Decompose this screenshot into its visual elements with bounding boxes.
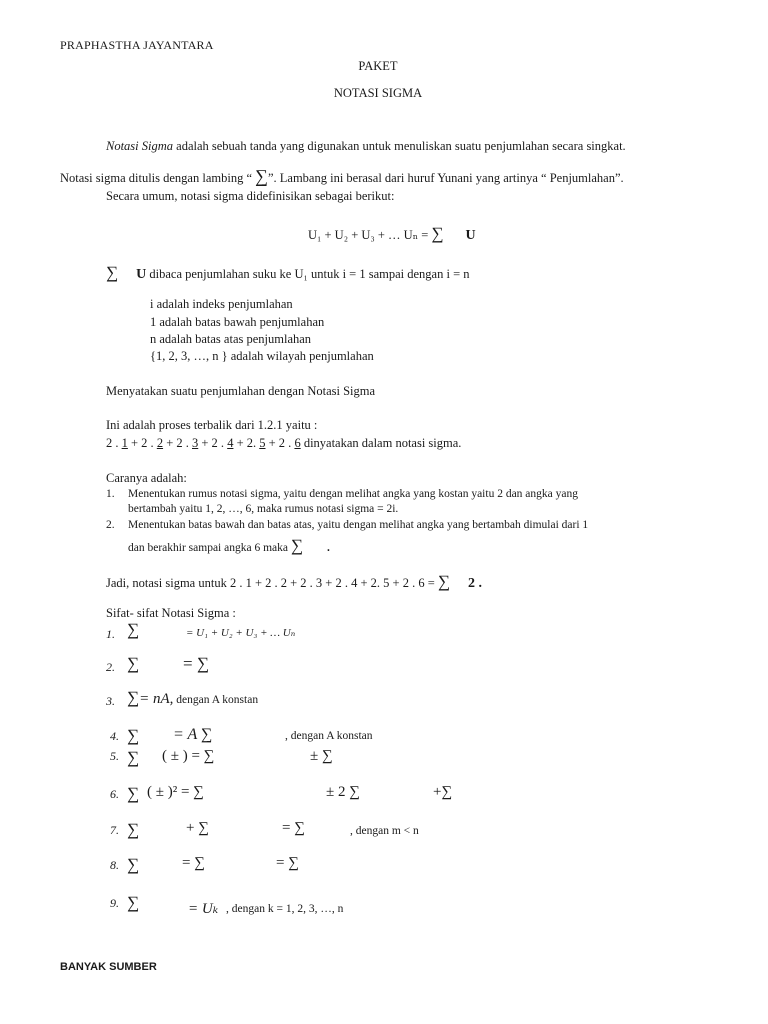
intro-lead-rest: adalah sebuah tanda yang digunakan untuk menuliskan suatu penjumlahan secara singkat. [173,139,626,153]
prop-sigma: ∑ [127,820,140,839]
intro-line-2 [60,166,624,187]
prop-sigma: ∑ [127,620,140,639]
prop-7-eq: = ∑ [282,820,305,836]
prop-5-mid: ( ± ) = ∑ [162,748,215,764]
step-2-line-2 [128,536,330,556]
prop-5-tail: ± ∑ [310,748,333,764]
prop-4-tail: , dengan A konstan [285,730,373,742]
ex-part: + 2 . [198,436,228,450]
prop-number: 8. [110,858,119,872]
example-line-2 [106,436,461,451]
prop-number: 1. [106,627,115,641]
prop-sigma: ∑ [127,726,140,745]
prop-number: 9. [110,896,119,910]
prop-7-mid: + ∑ [186,820,209,836]
intro-line-3: Secara umum, notasi sigma didefinisikan sebagai berikut: [106,189,395,203]
step-number: 1. [106,488,115,500]
intro-line2-a: Notasi sigma ditulis dengan lambing “ [60,171,256,185]
ex-part: + 2 . [163,436,192,450]
conclusion-sigma: ∑ [437,572,450,591]
conclusion-tail: 2 . [468,576,482,591]
ex-num: 2 [156,436,164,450]
prop-number: 4. [110,729,119,743]
prop-9-eq: = Uₖ [188,901,219,917]
prop-sigma: ∑ [127,893,140,912]
ex-num: 5 [259,436,266,450]
prop-number: 3. [106,694,115,708]
conclusion-text: Jadi, notasi sigma untuk 2 . 1 + 2 . 2 + 2 . 3 + 2 . 4 + 2. 5 + 2 . 6 = [106,576,438,590]
ex-num: 3 [192,436,199,450]
intro-line2-b: ”. Lambang ini berasal dari huruf Yunani yang artinya “ Penjumlahan”. [267,171,624,185]
title-notasi-sigma: NOTASI SIGMA [333,86,423,100]
steps-title: Caranya adalah: [106,471,187,485]
prop-sigma: ∑ [127,855,140,874]
ex-num: 4 [227,436,234,450]
prop-6-end: +∑ [433,784,453,800]
ex-part: + 2 . [265,436,295,450]
definition-item: i adalah indeks penjumlahan [150,297,293,311]
ex-num: 6 [294,436,301,450]
prop-2-eq: = ∑ [183,654,209,673]
ex-tail: dinyatakan dalam notasi sigma. [300,436,462,450]
step-1-line-1: Menentukan rumus notasi sigma, yaitu dengan melihat angka yang kostan yaitu 2 dan angka yang [128,488,578,500]
prop-sigma: ∑ [127,688,140,707]
prop-7-tail: , dengan m < n [350,825,419,837]
prop-8-eq: = ∑ [276,855,299,871]
step-number: 2. [106,519,115,531]
conclusion [106,572,482,592]
prop-1-eq: = U₁ + U₂ + U₃ + … Uₙ [186,627,296,639]
step-2-dot: . [326,542,330,554]
prop-4-eq: = A ∑ [173,726,213,743]
prop-8-mid: = ∑ [182,855,205,871]
formula-sigma: ∑ [431,224,444,243]
formula-u: U [465,228,476,243]
step-2-sigma: ∑ [290,536,303,555]
prop-3-eq: = nA, [139,691,174,707]
reading-text: dibaca penjumlahan suku ke U₁ untuk i = 1 sampai dengan i = n [146,267,470,281]
step-2-text: dan berakhir sampai angka 6 maka [128,542,291,554]
prop-sigma: ∑ [127,784,140,803]
reading-sigma: ∑ [106,263,119,282]
prop-3 [127,688,258,708]
definition-item: {1, 2, 3, …, n } adalah wilayah penjumlahan [150,349,374,363]
sigma-reading [106,263,470,283]
definition-item: 1 adalah batas bawah penjumlahan [150,315,325,329]
ex-part: 2 . [106,436,122,450]
prop-sigma: ∑ [127,654,140,673]
section-title: Menyatakan suatu penjumlahan dengan Notasi Sigma [106,384,376,398]
prop-number: 7. [110,823,119,837]
intro-lead: Notasi Sigma [106,139,174,153]
ex-part: + 2. [233,436,260,450]
formula-lhs: U₁ + U₂ + U₃ + … Uₙ = [308,228,432,242]
reading-u: U [136,267,147,282]
prop-6-mid: ( ± )² = ∑ [147,784,204,800]
intro-line-1 [106,139,626,154]
sigma-symbol: ∑ [255,166,268,186]
definition-item: n adalah batas atas penjumlahan [150,332,312,346]
prop-number: 6. [110,787,119,801]
prop-number: 5. [110,749,119,763]
general-formula [308,224,476,244]
prop-number: 2. [106,660,115,674]
title-paket: PAKET [358,59,398,73]
properties-title: Sifat- sifat Notasi Sigma : [106,606,236,620]
page-footer: BANYAK SUMBER [60,961,157,973]
ex-num: 1 [121,436,128,450]
step-1-line-2: bertambah yaitu 1, 2, …, 6, maka rumus notasi sigma = 2i. [128,503,399,515]
prop-9-tail: , dengan k = 1, 2, 3, …, n [226,903,344,915]
step-2-line-1: Menentukan batas bawah dan batas atas, yaitu dengan melihat angka yang bertambah dimulai dari 1 [128,519,589,531]
ex-part: + 2 . [127,436,157,450]
prop-6-tail: ± 2 ∑ [326,784,360,800]
prop-3-tail: dengan A konstan [173,694,259,706]
page-header: PRAPHASTHA JAYANTARA [60,38,214,52]
prop-sigma: ∑ [127,748,140,767]
example-line-1: Ini adalah proses terbalik dari 1.2.1 yaitu : [106,418,318,432]
